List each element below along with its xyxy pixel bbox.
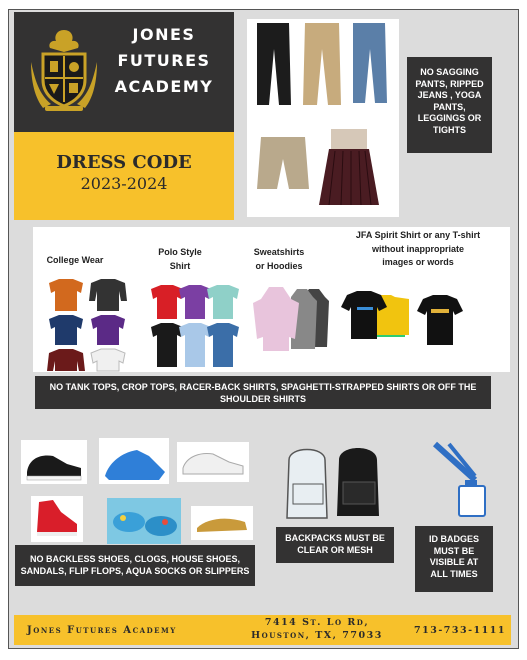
notice-line: BACKPACKS MUST BE	[285, 533, 385, 543]
notice-line: MUST BE	[433, 545, 475, 556]
notice-line: CLEAR OR MESH	[297, 544, 373, 555]
school-name-line: JONES	[132, 25, 196, 44]
tops-rule-notice	[35, 376, 491, 409]
footer-address	[247, 616, 387, 642]
notice-line: SHOULDER SHIRTS	[219, 394, 306, 404]
category-label: JFA Spirit Shirt or any T-shirt	[355, 230, 481, 240]
school-name-line: FUTURES	[117, 51, 211, 70]
backpacks-illustration	[279, 440, 389, 522]
category-label: College Wear	[46, 255, 104, 265]
address-line: Houston, TX, 77033	[251, 630, 383, 641]
id-badge-lanyard-illustration	[429, 440, 489, 520]
footer-school-name: Jones Futures Academy	[27, 625, 177, 636]
school-name	[104, 22, 224, 100]
category-label: images or words	[382, 257, 454, 267]
tops-image-panel	[33, 227, 510, 372]
tops-illustration	[33, 227, 510, 372]
backpacks-rule-notice	[276, 527, 394, 563]
notice-line: SANDALS, FLIP FLOPS, AQUA SOCKS OR SLIPPERS	[20, 566, 250, 576]
notice-line: ID BADGES	[428, 534, 479, 544]
t-shirts	[341, 291, 463, 345]
notice-line: JEANS , YOGA	[417, 90, 482, 100]
bottoms-image-panel	[247, 19, 399, 217]
notice-line: NO BACKLESS SHOES, CLOGS, HOUSE SHOES,	[29, 554, 241, 564]
category-label: or Hoodies	[255, 261, 303, 271]
category-label: Polo Style	[158, 247, 202, 257]
school-name-line: ACADEMY	[114, 77, 214, 96]
category-label: Shirt	[169, 261, 191, 271]
notice-line: NO SAGGING	[420, 67, 479, 77]
notice-line: TIGHTS	[433, 124, 466, 135]
shoes-illustration	[19, 436, 259, 544]
school-crest-logo	[29, 22, 99, 112]
notice-line: LEGGINGS OR	[417, 113, 482, 123]
dress-code-flyer	[8, 9, 519, 649]
category-label: without inappropriate	[372, 243, 464, 254]
hoodies	[253, 287, 329, 351]
pants-and-skirts-illustration	[247, 19, 399, 217]
footer-phone: 713-733-1111	[414, 625, 506, 636]
id-badge-rule-notice	[415, 526, 493, 592]
bottoms-rule-notice	[407, 57, 492, 153]
notice-line: PANTS, RIPPED	[415, 78, 484, 89]
notice-line: ALL TIMES	[430, 568, 478, 579]
school-year: 2023-2024	[80, 174, 168, 193]
address-line: 7414 St. Lo Rd,	[264, 617, 370, 628]
notice-line: PANTS,	[433, 101, 466, 112]
notice-line: VISIBLE AT	[429, 557, 479, 567]
shoes-rule-notice	[15, 545, 255, 586]
notice-line: NO TANK TOPS, CROP TOPS, RACER-BACK SHIRTS, SPAGHETTI-STRAPPED SHIRTS OR OFF THE	[49, 382, 477, 392]
page-title: DRESS CODE	[56, 152, 192, 173]
college-shirts	[47, 279, 127, 371]
polo-shirts	[151, 285, 239, 367]
category-label: Sweatshirts	[253, 247, 305, 257]
